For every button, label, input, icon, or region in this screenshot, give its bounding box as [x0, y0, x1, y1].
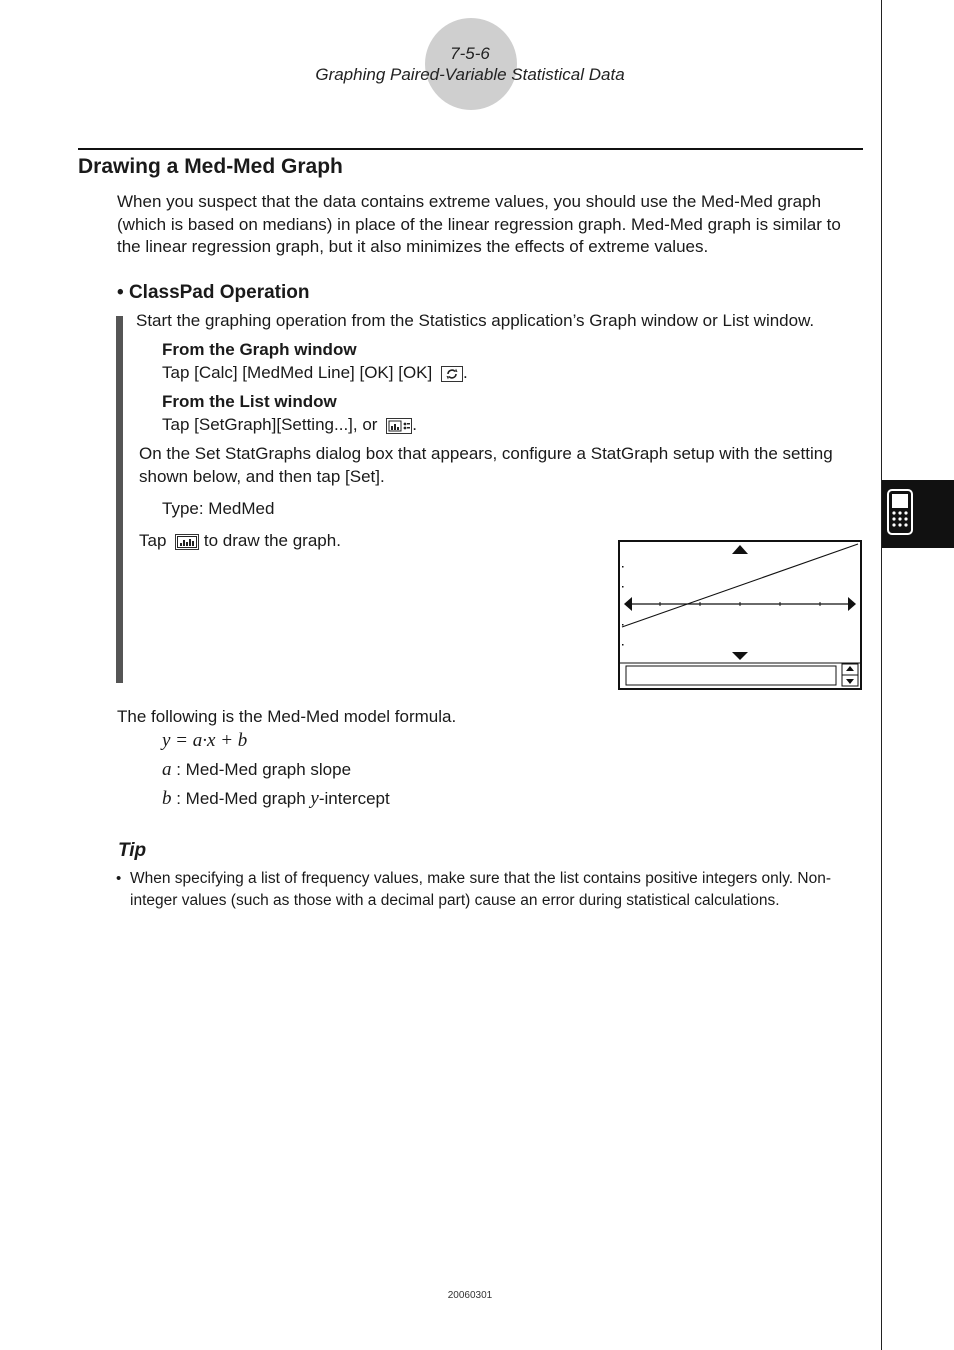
- heading-rule: [78, 148, 863, 150]
- scroll-up-icon: [732, 545, 748, 554]
- scroll-down-icon: [732, 652, 748, 660]
- tap-suffix: to draw the graph.: [203, 531, 341, 550]
- b-symbol: b: [162, 788, 172, 809]
- intro-paragraph: When you suspect that the data contains extreme values, you should use the Med-Med graph (which is based on medians) in place of the linear regression graph. Med-Med graph is similar to the linear regression graph, but it also minimizes the effects of extreme values.: [117, 192, 841, 256]
- a-symbol: a: [162, 759, 172, 780]
- formula-intro: The following is the Med-Med model formula.: [117, 707, 457, 726]
- graph-window-period: .: [462, 363, 468, 382]
- tip-text: When specifying a list of frequency values, make sure that the list contains positive integers only. Non-integer values (such as those with a decimal part) cause an error during statistical calculations.: [130, 870, 832, 909]
- b-description-suffix: -intercept: [318, 789, 390, 808]
- tap-prefix: Tap: [139, 531, 167, 550]
- graph-window-instruction: Tap [Calc] [MedMed Line] [OK] [OK]: [162, 363, 433, 382]
- page-edge-rule: [881, 0, 882, 1350]
- scroll-right-icon: [848, 597, 856, 611]
- calculator-icon: [882, 480, 954, 548]
- redraw-icon[interactable]: [441, 366, 463, 382]
- formula-b-line: [162, 788, 390, 811]
- section-title: Graphing Paired-Variable Statistical Data: [315, 65, 625, 84]
- list-window-heading: From the List window: [162, 392, 337, 411]
- operation-bullet: •: [117, 282, 124, 303]
- graph-window-text: [162, 362, 468, 385]
- footer-code: 20060301: [447, 1290, 493, 1301]
- operation-title-text: ClassPad Operation: [128, 282, 310, 303]
- formula-a-line: [162, 759, 351, 782]
- step-3: [139, 530, 341, 553]
- a-description: : Med-Med graph slope: [176, 760, 352, 779]
- type-setting: Type: MedMed: [162, 499, 275, 518]
- list-window-period: .: [412, 415, 417, 434]
- page-number: 7-5-6: [450, 44, 490, 63]
- graph-window-heading: From the Graph window: [162, 340, 357, 359]
- graph-icon[interactable]: [175, 534, 199, 550]
- list-window-instruction: Tap [SetGraph][Setting...], or: [162, 415, 378, 434]
- b-description-prefix: : Med-Med graph: [176, 789, 311, 808]
- calculator-screen: [618, 540, 862, 690]
- step-2: On the Set StatGraphs dialog box that appears, configure a StatGraph setup with the setting shown below, and then tap [Set].: [139, 444, 833, 486]
- operation-title: [117, 282, 310, 305]
- page-number-circle: [425, 18, 517, 110]
- formula-equation: y = a·x + b: [162, 730, 248, 751]
- step-1: Start the graphing operation from the Statistics application’s Graph window or List window.: [136, 311, 815, 330]
- scroll-left-icon: [624, 597, 632, 611]
- chapter-tab: [882, 480, 954, 548]
- tip-title: Tip: [118, 840, 147, 861]
- section-heading: Drawing a Med-Med Graph: [78, 155, 343, 178]
- med-med-graph: [620, 542, 860, 688]
- formula-display-box: [626, 666, 836, 685]
- list-window-text: [162, 414, 417, 437]
- med-med-line: [622, 544, 858, 627]
- setgraph-icon[interactable]: [386, 418, 412, 434]
- b-description-y: y: [310, 788, 319, 809]
- operation-side-bar: [116, 316, 123, 683]
- tip-bullet: •: [116, 870, 122, 887]
